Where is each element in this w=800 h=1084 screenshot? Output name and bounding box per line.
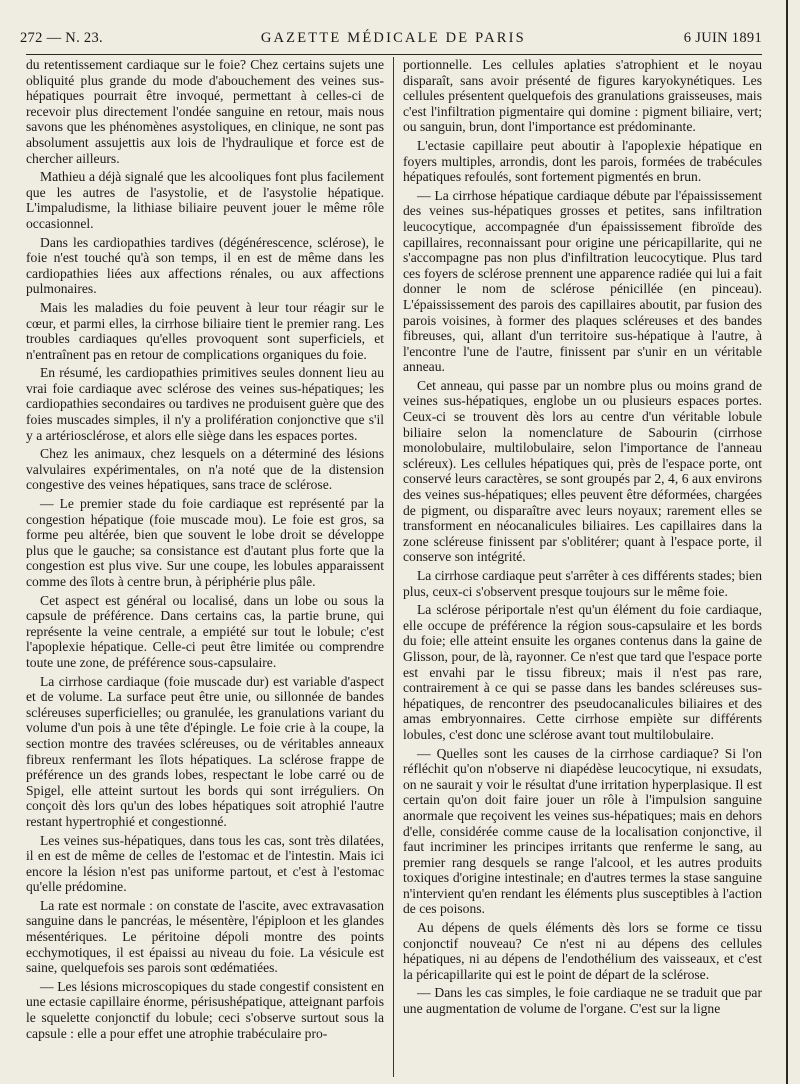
paragraph: Au dépens de quels éléments dès lors se forme ce tissu conjonctif nouveau? Ce n'est ni au dépens des cellules hépatiques, ni au dépens de l'endothélium des vaisseaux, et c'est la péricapillarite qui est le point de départ de la sclérose. [403,920,762,982]
paragraph: Cet aspect est général ou localisé, dans un lobe ou sous la capsule de préférence. Dans certains cas, la partie brune, qui représente la veine centrale, a empiété sur tout le lobule; c'est l'apoplexie hépatique. Celle-ci peut être limitée ou comprendre toute une zone, de préférence sous-capsulaire. [26,592,384,670]
paragraph: — Les lésions microscopiques du stade congestif consistent en une ectasie capillaire énorme, périsushépatique, atteignant parfois le squelette conjonctif du lobule; ceci s'observe surtout sous la capsule : elle a pour effet une atrophie trabéculaire pro- [26,978,384,1041]
paragraph: — Le premier stade du foie cardiaque est représenté par la congestion hépatique (foie muscade mou). Le foie est gros, sa forme peu altérée, bien que souvent le lobe droit se développe plus que le gauche; sa consistance est d'autant plus forte que la congestion est plus vive. Sur une coupe, les lobules apparaissent comme des îlots à centre brun, à périphérie plus pâle. [26,496,384,589]
paragraph: Dans les cardiopathies tardives (dégénérescence, sclérose), le foie n'est touché qu'à son temps, il en est de même dans les cardiopathies liées aux affections rénales, ou aux affections pulmonaires. [26,234,384,297]
paragraph: La rate est normale : on constate de l'ascite, avec extravasation sanguine dans le pancréas, le mésentère, l'épiploon et les glandes mésentériques. Le péritoine dépoli montre des points ecchymotiques, il est épaissi au niveau du foie. La vésicule est saine, quelquefois ses parois sont œdématiées. [26,897,384,976]
paragraph: La cirrhose cardiaque peut s'arrêter à ces différents stades; bien plus, ceux-ci s'observent presque toujours sur le même foie. [403,568,762,599]
paragraph: — Dans les cas simples, le foie cardiaque ne se traduit que par une augmentation de volume de l'organe. C'est sur la ligne [403,985,762,1017]
header-rule [26,54,762,55]
paragraph: du retentissement cardiaque sur le foie? Chez certains sujets une obliquité plus grande du mode d'abouchement des veines sus-hépatiques pourrait être invoqué, permettant à celles-ci de recevoir plus directement l'ondée sanguine en retour, mais nous savons que les phénomènes asystoliques, en clinique, ne sont pas absolument assujettis aux lois de l'hydraulique et force est de chercher ailleurs. [26,57,384,166]
paragraph: Chez les animaux, chez lesquels on a déterminé des lésions valvulaires expérimentales, on n'a noté que de la distension congestive des veines hépatiques, sans trace de sclérose. [26,446,384,493]
paragraph: En résumé, les cardiopathies primitives seules donnent lieu au vrai foie cardiaque avec sclérose des veines sus-hépatiques; les cardiopathies secondaires ou tardives ne produisent guère que des foies muscades simples, il n'y a prolifération conjonctive que s'il y a artériosclérose, et alors elle siège dans les espaces portes. [26,365,384,443]
running-header [20,30,762,50]
paragraph: Les veines sus-hépatiques, dans tous les cas, sont très dilatées, il en est de même de celles de l'estomac et de l'intestin. Mais ici encore la lésion n'est pas uniforme partout, et c'est à l'estomac qu'elle prédomine. [26,832,384,895]
paragraph: L'ectasie capillaire peut aboutir à l'apoplexie hépatique en foyers multiples, arrondis, dont les parois, formées de trabécules hépatiques refoulés, sont fortement pigmentés en brun. [403,137,762,185]
paragraph: La sclérose périportale n'est qu'un élément du foie cardiaque, elle occupe de préférence la région sous-capsulaire et les bords du foie; elle atteint ensuite les organes contenus dans la gaine de Glisson, pour, de là, rayonner. Ce n'est que tard que l'espace porte est envahi par le tissu fibreux; mais il n'est pas rare, contrairement à ce qui se passe dans les bandes scléreuses sus-hépatiques, de rencontrer des pseudocanalicules biliaires et des amas embryonnaires. Cette cirrhose empiète sur différents lobules, c'est donc une sclérose avant tout multilobulaire. [403,602,762,742]
paragraph: — Quelles sont les causes de la cirrhose cardiaque? Si l'on réfléchit qu'on n'observe ni diapédèse leucocytique, ni exsudats, on ne saurait y voir le résultat d'une irritation hyperplasique. Il est certain qu'on doit faire jouer un rôle à l'impulsion sanguine anormale que reçoivent les veines sus-hépatiques; mais en dehors d'elle, considérée comme cause de la localisation conjonctive, il faut incriminer les principes irritants que renferme le sang, au premier rang desquels se range l'alcool, et les autres produits toxiques d'origine intestinale; en d'autres termes la stase sanguine n'intervient qu'en rendant les éléments plus susceptibles à l'action de ces poisons. [403,745,762,917]
journal-title: GAZETTE MÉDICALE DE PARIS [260,30,526,46]
paragraph: Mais les maladies du foie peuvent à leur tour réagir sur le cœur, et parmi elles, la cirrhose biliaire tient le premier rang. Les troubles cardiaques qu'elles provoquent sont superficiels, et n'entraînent pas en retour de complications organiques du foie. [26,299,384,362]
paragraph: Mathieu a déjà signalé que les alcooliques font plus facilement que les autres de l'asystolie, et de l'asystolie hépatique. L'impaludisme, la lithiase biliaire peuvent jouer le même rôle occasionnel. [26,169,384,231]
text-columns [26,57,762,1077]
paragraph: portionnelle. Les cellules aplaties s'atrophient et le noyau disparaît, sans avoir présenté de figures karyokynétiques. Les cellules présentent quelquefois des granulations graisseuses, mais c'est l'infiltration pigmentaire qui domine : pigment biliaire, vert; ou sanguin, brun, dont l'importance est prédominante. [403,57,762,135]
paragraph: — La cirrhose hépatique cardiaque débute par l'épaississement des veines sus-hépatiques grosses et petites, sans infiltration leucocytique, accompagnée d'un épaississement fibroïde des capillaires, reconnaissant pour origine une péricapillarite, qui ne s'accompagne pas non plus d'infiltration leucocytique. Plus tard ces foyers de sclérose prennent une apparence radiée qui lui a fait donner le nom de sclérose pénicillée (en pinceau). L'épaississement des parois des capillaires aboutit, par fusion des parois voisines, à former des plaques scléreuses et des bandes fibreuses, qui, allant d'un territoire sus-hépatique à l'autre, à l'encontre l'une de l'autre, finissent par s'unir en un véritable anneau. [403,187,762,375]
left-column [26,57,394,1077]
page-edge-line [786,0,788,1084]
paragraph: La cirrhose cardiaque (foie muscade dur) est variable d'aspect et de volume. La surface peut être unie, ou sillonnée de bandes scléreuses superficielles; ou granulée, les granulations variant du volume d'un pois à une tête d'épingle. Le foie crie à la coupe, la section montre des travées scléreuses, ou de véritables anneaux fibreux renfermant les îlots hépatiques. La sclérose frappe de préférence un des grands lobes, respectant le lobe carré ou de Spigel, elle atteint surtout les bords qui sont irréguliers. On conçoit dès lors qu'un des lobes hépatiques soit atrophié l'autre restant hypertrophié et congestionné. [26,673,384,829]
right-column [394,57,762,1077]
issue-date: 6 JUIN 1891 [683,30,762,46]
paragraph: Cet anneau, qui passe par un nombre plus ou moins grand de veines sus-hépatiques, englobe un ou plusieurs espaces portes. Ceux-ci se trouvent dès lors au centre d'un véritable lobule biliaire selon la nomenclature de Sabourin (cirrhose monolobulaire, multilobulaire, selon l'importance de l'anneau scléreux). Les cellules hépatiques qui, près de l'espace porte, ont conservé leurs caractères, se sont groupés par 2, 4, 6 aux environs des veines sus-hépatiques; elles peuvent être déformées, chargées de pigment, ou disparaître avec leurs noyaux; rarement elles se transforment en néocanalicules biliaires. Les capillaires dans la zone scléreuse finissent par s'oblitérer; quant à l'espace porte, il conserve son intégrité. [403,377,762,565]
page-number: 272 — N. 23. [20,30,103,46]
